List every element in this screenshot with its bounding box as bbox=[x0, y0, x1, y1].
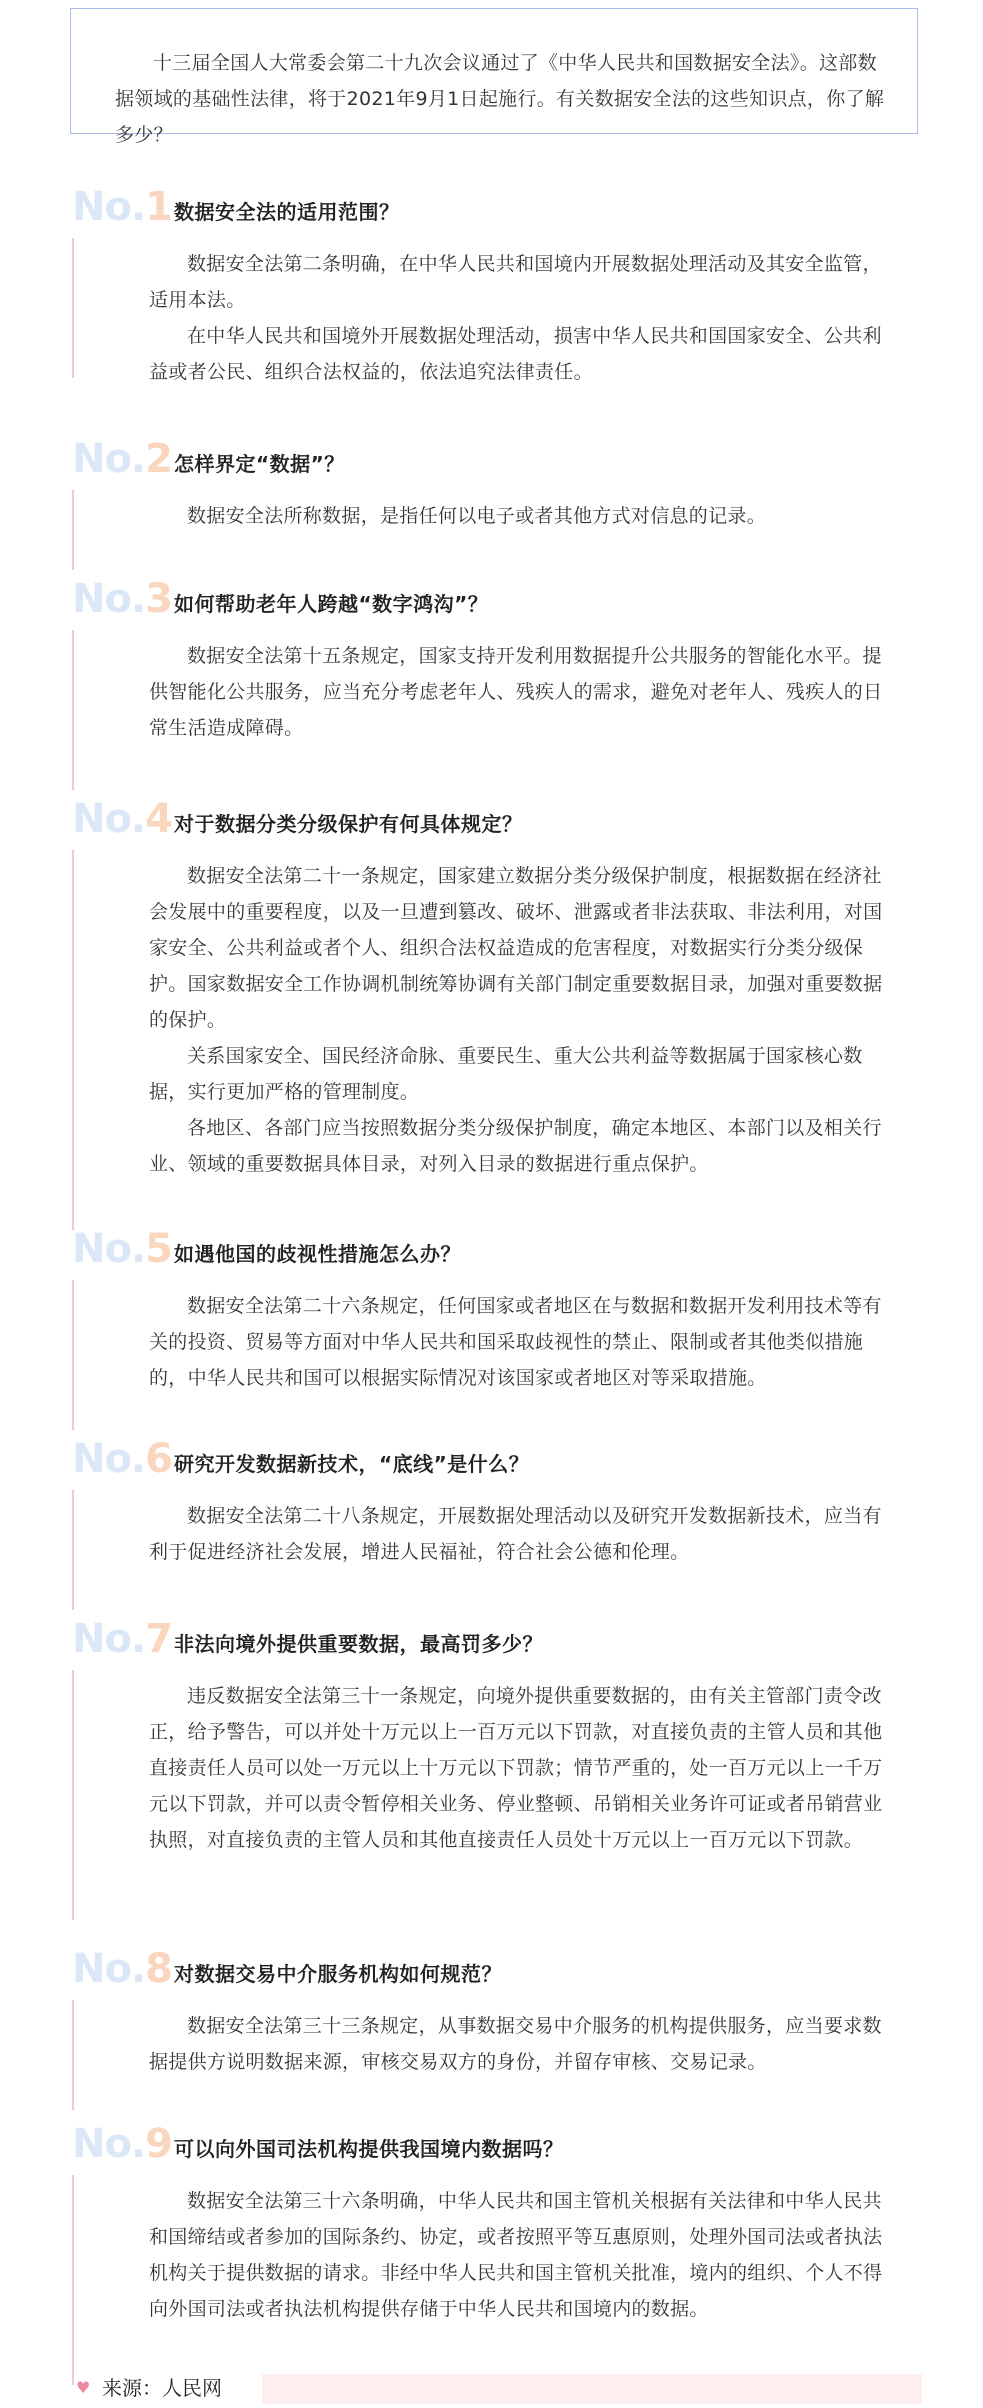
section-body bbox=[72, 2175, 920, 2385]
section-title: 研究开发数据新技术，“底线”是什么？ bbox=[174, 1452, 530, 1476]
section-number-digit: 5 bbox=[145, 1226, 172, 1272]
section-paragraph: 数据安全法第二十八条规定，开展数据处理活动以及研究开发数据新技术，应当有利于促进经济社会发展，增进人民福祉，符合社会公德和伦理。 bbox=[149, 1505, 882, 1563]
section-body bbox=[72, 1670, 920, 1920]
section-body bbox=[72, 238, 920, 383]
section-number-prefix: No. bbox=[72, 1616, 146, 1662]
section-number-prefix: No. bbox=[72, 184, 146, 230]
section-header bbox=[72, 1616, 922, 1666]
section-number-digit: 4 bbox=[145, 796, 172, 842]
section-number-digit: 8 bbox=[145, 1946, 172, 1992]
section-title: 对于数据分类分级保护有何具体规定？ bbox=[174, 812, 523, 836]
section-title: 如何帮助老年人跨越“数字鸿沟”？ bbox=[174, 592, 489, 616]
section-number-prefix: No. bbox=[72, 1226, 146, 1272]
section-number-digit: 1 bbox=[145, 184, 172, 230]
section-title: 可以向外国司法机构提供我国境内数据吗？ bbox=[174, 2137, 564, 2161]
section-title: 非法向境外提供重要数据，最高罚多少？ bbox=[174, 1632, 543, 1656]
section-header bbox=[72, 1436, 922, 1486]
section-paragraph: 数据安全法第二十六条规定，任何国家或者地区在与数据和数据开发利用技术等有关的投资、贸易等方面对中华人民共和国采取歧视性的禁止、限制或者其他类似措施的，中华人民共和国可以根据实际情况对该国家或者地区对等采取措施。 bbox=[149, 1295, 882, 1389]
section-number-label bbox=[72, 576, 172, 622]
source-text: 来源：人民网 bbox=[102, 2376, 222, 2400]
section-number-label bbox=[72, 796, 172, 842]
section-header bbox=[72, 576, 922, 626]
section-paragraph: 数据安全法第十五条规定，国家支持开发利用数据提升公共服务的智能化水平。提供智能化公共服务，应当充分考虑老年人、残疾人的需求，避免对老年人、残疾人的日常生活造成障碍。 bbox=[149, 645, 883, 739]
section-header bbox=[72, 436, 922, 486]
section-paragraph: 各地区、各部门应当按照数据分类分级保护制度，确定本地区、本部门以及相关行业、领域的重要数据具体目录，对列入目录的数据进行重点保护。 bbox=[149, 1117, 882, 1175]
section-number-prefix: No. bbox=[72, 796, 146, 842]
section-body bbox=[72, 490, 920, 570]
source-line bbox=[72, 2370, 922, 2406]
section-title: 怎样界定“数据”？ bbox=[174, 452, 345, 476]
heart-icon: ♥ bbox=[76, 2378, 91, 2397]
section-number-label bbox=[72, 1946, 172, 1992]
section-number-digit: 3 bbox=[145, 576, 172, 622]
section-number-prefix: No. bbox=[72, 576, 146, 622]
section-body bbox=[72, 1490, 920, 1610]
section-number-digit: 2 bbox=[145, 436, 172, 482]
section-paragraph: 数据安全法第二条明确，在中华人民共和国境内开展数据处理活动及其安全监管，适用本法。 bbox=[149, 253, 882, 311]
section-body bbox=[72, 850, 920, 1230]
section-title: 如遇他国的歧视性措施怎么办？ bbox=[174, 1242, 461, 1266]
section-paragraph: 在中华人民共和国境外开展数据处理活动，损害中华人民共和国国家安全、公共利益或者公民、组织合法权益的，依法追究法律责任。 bbox=[149, 325, 882, 383]
section-paragraph: 数据安全法第二十一条规定，国家建立数据分类分级保护制度，根据数据在经济社会发展中的重要程度，以及一旦遭到篡改、破坏、泄露或者非法获取、非法利用，对国家安全、公共利益或者个人、组织合法权益造成的危害程度，对数据实行分类分级保护。国家数据安全工作协调机制统筹协调有关部门制定重要数据目录，加强对重要数据的保护。 bbox=[149, 865, 883, 1031]
section-paragraph: 关系国家安全、国民经济命脉、重要民生、重大公共利益等数据属于国家核心数据，实行更加严格的管理制度。 bbox=[149, 1045, 863, 1103]
section-body bbox=[72, 2000, 920, 2110]
section-number-label bbox=[72, 184, 172, 230]
section-header bbox=[72, 1226, 922, 1276]
source-highlight-bar bbox=[262, 2374, 922, 2404]
section-number-label bbox=[72, 1436, 172, 1482]
section-paragraph: 数据安全法第三十三条规定，从事数据交易中介服务的机构提供服务，应当要求数据提供方说明数据来源，审核交易双方的身份，并留存审核、交易记录。 bbox=[149, 2015, 882, 2073]
intro-box: 十三届全国人大常委会第二十九次会议通过了《中华人民共和国数据安全法》。这部数据领域的基础性法律，将于2021年9月1日起施行。有关数据安全法的这些知识点，你了解多少？ bbox=[70, 8, 918, 134]
section-header bbox=[72, 184, 922, 234]
section-title: 对数据交易中介服务机构如何规范？ bbox=[174, 1962, 502, 1986]
section-number-label bbox=[72, 436, 172, 482]
section-paragraph: 数据安全法第三十六条明确，中华人民共和国主管机关根据有关法律和中华人民共和国缔结或者参加的国际条约、协定，或者按照平等互惠原则，处理外国司法或者执法机构关于提供数据的请求。非经中华人民共和国主管机关批准，境内的组织、个人不得向外国司法或者执法机构提供存储于中华人民共和国境内的数据。 bbox=[149, 2190, 883, 2320]
section-number-prefix: No. bbox=[72, 1436, 146, 1482]
section-number-label bbox=[72, 1226, 172, 1272]
section-number-prefix: No. bbox=[72, 2121, 146, 2167]
section-header bbox=[72, 1946, 922, 1996]
section-number-prefix: No. bbox=[72, 1946, 146, 1992]
section-header bbox=[72, 796, 922, 846]
section-number-digit: 7 bbox=[145, 1616, 172, 1662]
section-number-prefix: No. bbox=[72, 436, 146, 482]
section-number-digit: 6 bbox=[145, 1436, 172, 1482]
section-body bbox=[72, 630, 920, 790]
section-body bbox=[72, 1280, 920, 1430]
section-title: 数据安全法的适用范围？ bbox=[174, 200, 400, 224]
section-number-digit: 9 bbox=[145, 2121, 172, 2167]
section-number-label bbox=[72, 2121, 172, 2167]
section-paragraph: 数据安全法所称数据，是指任何以电子或者其他方式对信息的记录。 bbox=[187, 505, 767, 527]
section-number-label bbox=[72, 1616, 172, 1662]
section-header bbox=[72, 2121, 922, 2171]
section-paragraph: 违反数据安全法第三十一条规定，向境外提供重要数据的，由有关主管部门责令改正，给予警告，可以并处十万元以上一百万元以下罚款，对直接负责的主管人员和其他直接责任人员可以处一万元以上十万元以下罚款；情节严重的，处一百万元以上一千万元以下罚款，并可以责令暂停相关业务、停业整顿、吊销相关业务许可证或者吊销营业执照，对直接负责的主管人员和其他直接责任人员处十万元以上一百万元以下罚款。 bbox=[149, 1685, 883, 1851]
